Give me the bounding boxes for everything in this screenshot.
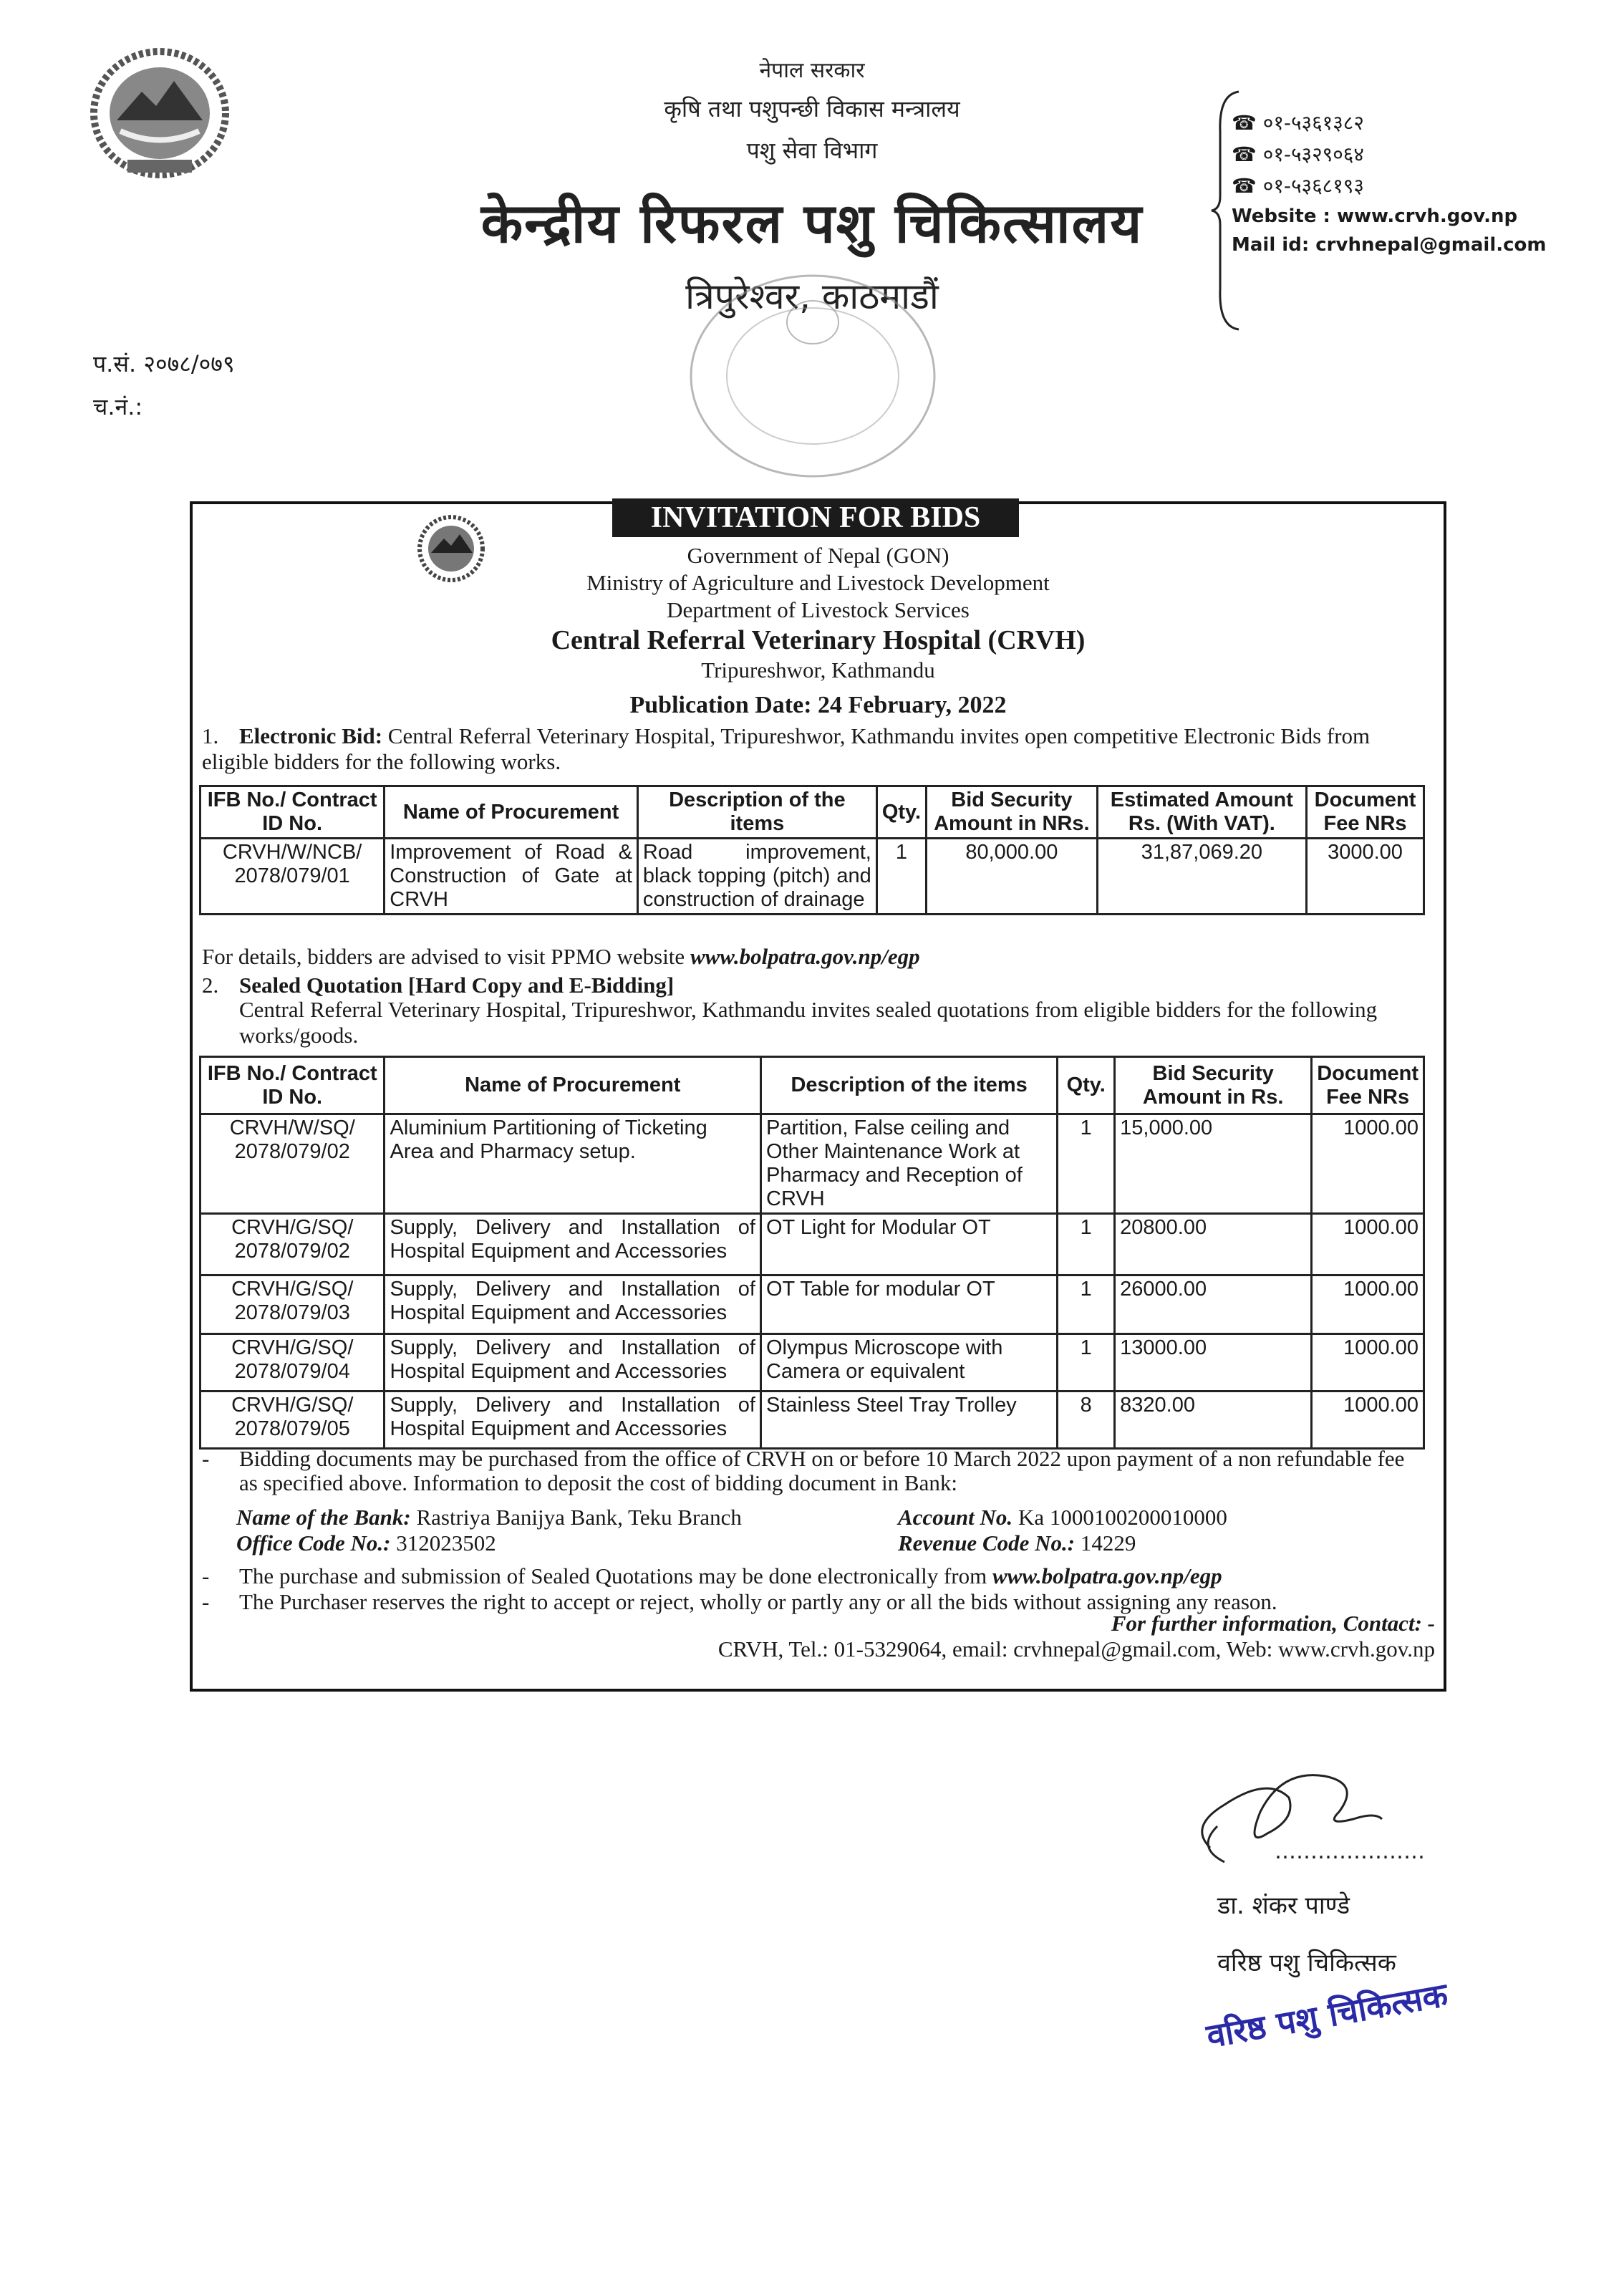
item-description: Partition, False ceiling and Other Maintenance Work at Pharmacy and Reception of CRVH xyxy=(761,1114,1058,1214)
reference-number: प.सं. २०७८/०७९ xyxy=(93,350,235,377)
section1-intro xyxy=(202,723,1434,775)
bank-name-label: Name of the Bank: xyxy=(236,1505,411,1530)
quantity: 8 xyxy=(1058,1392,1115,1449)
column-header: Bid Security Amount in NRs. xyxy=(927,786,1098,839)
account-number: Ka 1000100200010000 xyxy=(1012,1505,1227,1530)
notice-ministry: Ministry of Agriculture and Livestock Development xyxy=(586,570,1050,595)
table-header-row xyxy=(200,786,1424,839)
table-row xyxy=(200,1275,1424,1334)
notice-department: Department of Livestock Services xyxy=(667,597,970,622)
table-row xyxy=(200,1334,1424,1392)
bid-security: 20800.00 xyxy=(1115,1214,1312,1275)
table-header-row xyxy=(200,1057,1424,1114)
website: Website : www.crvh.gov.np xyxy=(1232,206,1518,227)
ifb-number: CRVH/G/SQ/ 2078/079/03 xyxy=(200,1275,385,1334)
table-row xyxy=(200,1114,1424,1214)
ppmo-link[interactable]: www.bolpatra.gov.np/egp xyxy=(690,944,920,969)
account-label: Account No. xyxy=(898,1505,1013,1530)
procurement-name: Supply, Delivery and Installation of Hospital Equipment and Accessories xyxy=(385,1214,761,1275)
document-fee: 1000.00 xyxy=(1312,1214,1424,1275)
bid-security: 80,000.00 xyxy=(927,839,1098,915)
ifb-number: CRVH/W/NCB/ 2078/079/01 xyxy=(200,839,385,915)
column-header: Name of Procurement xyxy=(385,1057,761,1114)
document-fee: 1000.00 xyxy=(1312,1392,1424,1449)
phone-1: ☎ ०१-५३६१३८२ xyxy=(1232,111,1364,135)
notice-hospital: Central Referral Veterinary Hospital (CRVH) xyxy=(551,625,1086,655)
quantity: 1 xyxy=(876,839,926,915)
procurement-name: Supply, Delivery and Installation of Hospital Equipment and Accessories xyxy=(385,1334,761,1392)
procurement-name: Supply, Delivery and Installation of Hospital Equipment and Accessories xyxy=(385,1275,761,1334)
notice-address: Tripureshwor, Kathmandu xyxy=(701,657,935,683)
sealed-quotation-table xyxy=(199,1056,1425,1450)
section2-label: Sealed Quotation [Hard Copy and E-Bidding] xyxy=(239,973,675,998)
section2-number: 2. xyxy=(202,973,219,998)
section2-heading xyxy=(202,973,1434,998)
column-header: Description of the items xyxy=(761,1057,1058,1114)
electronic-bid-table xyxy=(199,785,1425,915)
contact-block xyxy=(1232,107,1624,259)
bidding-documents-note: - Bidding documents may be purchased from the office of CRVH on or before 10 March 2022 upon payment of a non refundable fee as specified above. Information to deposit the cost of bidding document in Bank: xyxy=(202,1447,1435,1495)
column-header: Description of the items xyxy=(637,786,876,839)
ifb-number: CRVH/G/SQ/ 2078/079/04 xyxy=(200,1334,385,1392)
item-description: OT Light for Modular OT xyxy=(761,1214,1058,1275)
section1-label: Electronic Bid: xyxy=(239,723,383,748)
quantity: 1 xyxy=(1058,1275,1115,1334)
column-header: Bid Security Amount in Rs. xyxy=(1115,1057,1312,1114)
quantity: 1 xyxy=(1058,1114,1115,1214)
ifb-number: CRVH/G/SQ/ 2078/079/05 xyxy=(200,1392,385,1449)
mail-id: Mail id: crvhnepal@gmail.com xyxy=(1232,234,1547,256)
revenue-code-label: Revenue Code No.: xyxy=(898,1530,1076,1556)
contact-line: CRVH, Tel.: 01-5329064, email: crvhnepal@gmail.com, Web: www.crvh.gov.np xyxy=(717,1636,1435,1662)
revenue-code: 14229 xyxy=(1075,1530,1136,1556)
signatory-title: वरिष्ठ पशु चिकित्सक xyxy=(1217,1949,1396,1977)
ppmo-note-text: For details, bidders are advised to visit PPMO website xyxy=(202,944,690,969)
reference-block xyxy=(93,342,235,428)
letterhead-ministry: कृषि तथा पशुपन्छी विकास मन्त्रालय xyxy=(664,95,960,122)
further-info-label: For further information, Contact: - xyxy=(1111,1611,1435,1636)
estimated-amount: 31,87,069.20 xyxy=(1097,839,1306,915)
table-row xyxy=(200,1214,1424,1275)
column-header: Document Fee NRs xyxy=(1312,1057,1424,1114)
table-row xyxy=(200,839,1424,915)
letterhead-department: पशु सेवा विभाग xyxy=(746,137,878,164)
column-header: Name of Procurement xyxy=(385,786,638,839)
ifb-number: CRVH/W/SQ/ 2078/079/02 xyxy=(200,1114,385,1214)
bid-security: 13000.00 xyxy=(1115,1334,1312,1392)
ppmo-note xyxy=(202,944,1434,970)
rights-text: The Purchaser reserves the right to accept or reject, wholly or partly any or all the bids without assigning any reason. xyxy=(239,1589,1277,1614)
letterhead-title: केन्द्रीय रिफरल पशु चिकित्सालय xyxy=(480,191,1144,255)
item-description: Olympus Microscope with Camera or equivalent xyxy=(761,1334,1058,1392)
bid-security: 8320.00 xyxy=(1115,1392,1312,1449)
phone-3: ☎ ०१-५३६८१९३ xyxy=(1232,174,1364,198)
document-fee: 3000.00 xyxy=(1307,839,1424,915)
publication-date: Publication Date: 24 February, 2022 xyxy=(629,692,1007,718)
column-header: Estimated Amount Rs. (With VAT). xyxy=(1097,786,1306,839)
letterhead-location: त्रिपुरेश्वर, काठमाडौं xyxy=(685,276,939,317)
item-description: OT Table for modular OT xyxy=(761,1275,1058,1334)
item-description: Road improvement, black topping (pitch) and construction of drainage xyxy=(637,839,876,915)
column-header: Qty. xyxy=(876,786,926,839)
bid-security: 15,000.00 xyxy=(1115,1114,1312,1214)
section2-text: Central Referral Veterinary Hospital, Tripureshwor, Kathmandu invites sealed quotations from eligible bidders for the following works/goods. xyxy=(239,997,1378,1048)
table-row xyxy=(200,1392,1424,1449)
bid-security: 26000.00 xyxy=(1115,1275,1312,1334)
procurement-name: Aluminium Partitioning of Ticketing Area and Pharmacy setup. xyxy=(385,1114,761,1214)
rights-note: - The Purchaser reserves the right to accept or reject, wholly or partly any or all the bids without assigning any reason. xyxy=(202,1589,1277,1614)
letterhead-government: नेपाल सरकार xyxy=(759,58,865,83)
phone-2: ☎ ०१-५३२९०६४ xyxy=(1232,143,1364,166)
document-fee: 1000.00 xyxy=(1312,1114,1424,1214)
column-header: Document Fee NRs xyxy=(1307,786,1424,839)
column-header: IFB No./ Contract ID No. xyxy=(200,1057,385,1114)
office-code-label: Office Code No.: xyxy=(236,1530,391,1556)
document-fee: 1000.00 xyxy=(1312,1275,1424,1334)
quantity: 1 xyxy=(1058,1334,1115,1392)
bidding-documents-text: Bidding documents may be purchased from the office of CRVH on or before 10 March 2022 upon payment of a non refundable fee as specified above. Information to deposit the cost of bidding document in Bank: xyxy=(239,1446,1405,1495)
bolpatra-link[interactable]: www.bolpatra.gov.np/egp xyxy=(992,1563,1222,1588)
section1-number: 1. xyxy=(202,723,219,748)
bank-name: Rastriya Banijya Bank, Teku Branch xyxy=(410,1505,742,1530)
submission-note: - The purchase and submission of Sealed Quotations may be done electronically from www.bolpatra.gov.np/egp xyxy=(202,1563,1222,1588)
document-fee: 1000.00 xyxy=(1312,1334,1424,1392)
notice-gov: Government of Nepal (GON) xyxy=(687,543,949,568)
procurement-name: Supply, Delivery and Installation of Hospital Equipment and Accessories xyxy=(385,1392,761,1449)
procurement-name: Improvement of Road & Construction of Gate at CRVH xyxy=(385,839,638,915)
column-header: Qty. xyxy=(1058,1057,1115,1114)
office-code: 312023502 xyxy=(390,1530,496,1556)
column-header: IFB No./ Contract ID No. xyxy=(200,786,385,839)
bank-details xyxy=(236,1505,1418,1557)
item-description: Stainless Steel Tray Trolley xyxy=(761,1392,1058,1449)
designation-stamp: वरिष्ठ पशु चिकित्सक xyxy=(1203,1974,1451,2056)
notice-banner: INVITATION FOR BIDS xyxy=(612,498,1019,537)
section1-text: Central Referral Veterinary Hospital, Tripureshwor, Kathmandu invites open competitive Electronic Bids from eligible bidders for the following works. xyxy=(202,723,1371,774)
dispatch-number: च.नं.: xyxy=(93,393,143,420)
quantity: 1 xyxy=(1058,1214,1115,1275)
signature-dots: ………………… xyxy=(1275,1839,1425,1864)
ifb-number: CRVH/G/SQ/ 2078/079/02 xyxy=(200,1214,385,1275)
signatory-name: डा. शंकर पाण्डे xyxy=(1217,1891,1350,1920)
submission-text: The purchase and submission of Sealed Quotations may be done electronically from xyxy=(239,1563,992,1588)
office-seal-stamp xyxy=(670,258,956,494)
